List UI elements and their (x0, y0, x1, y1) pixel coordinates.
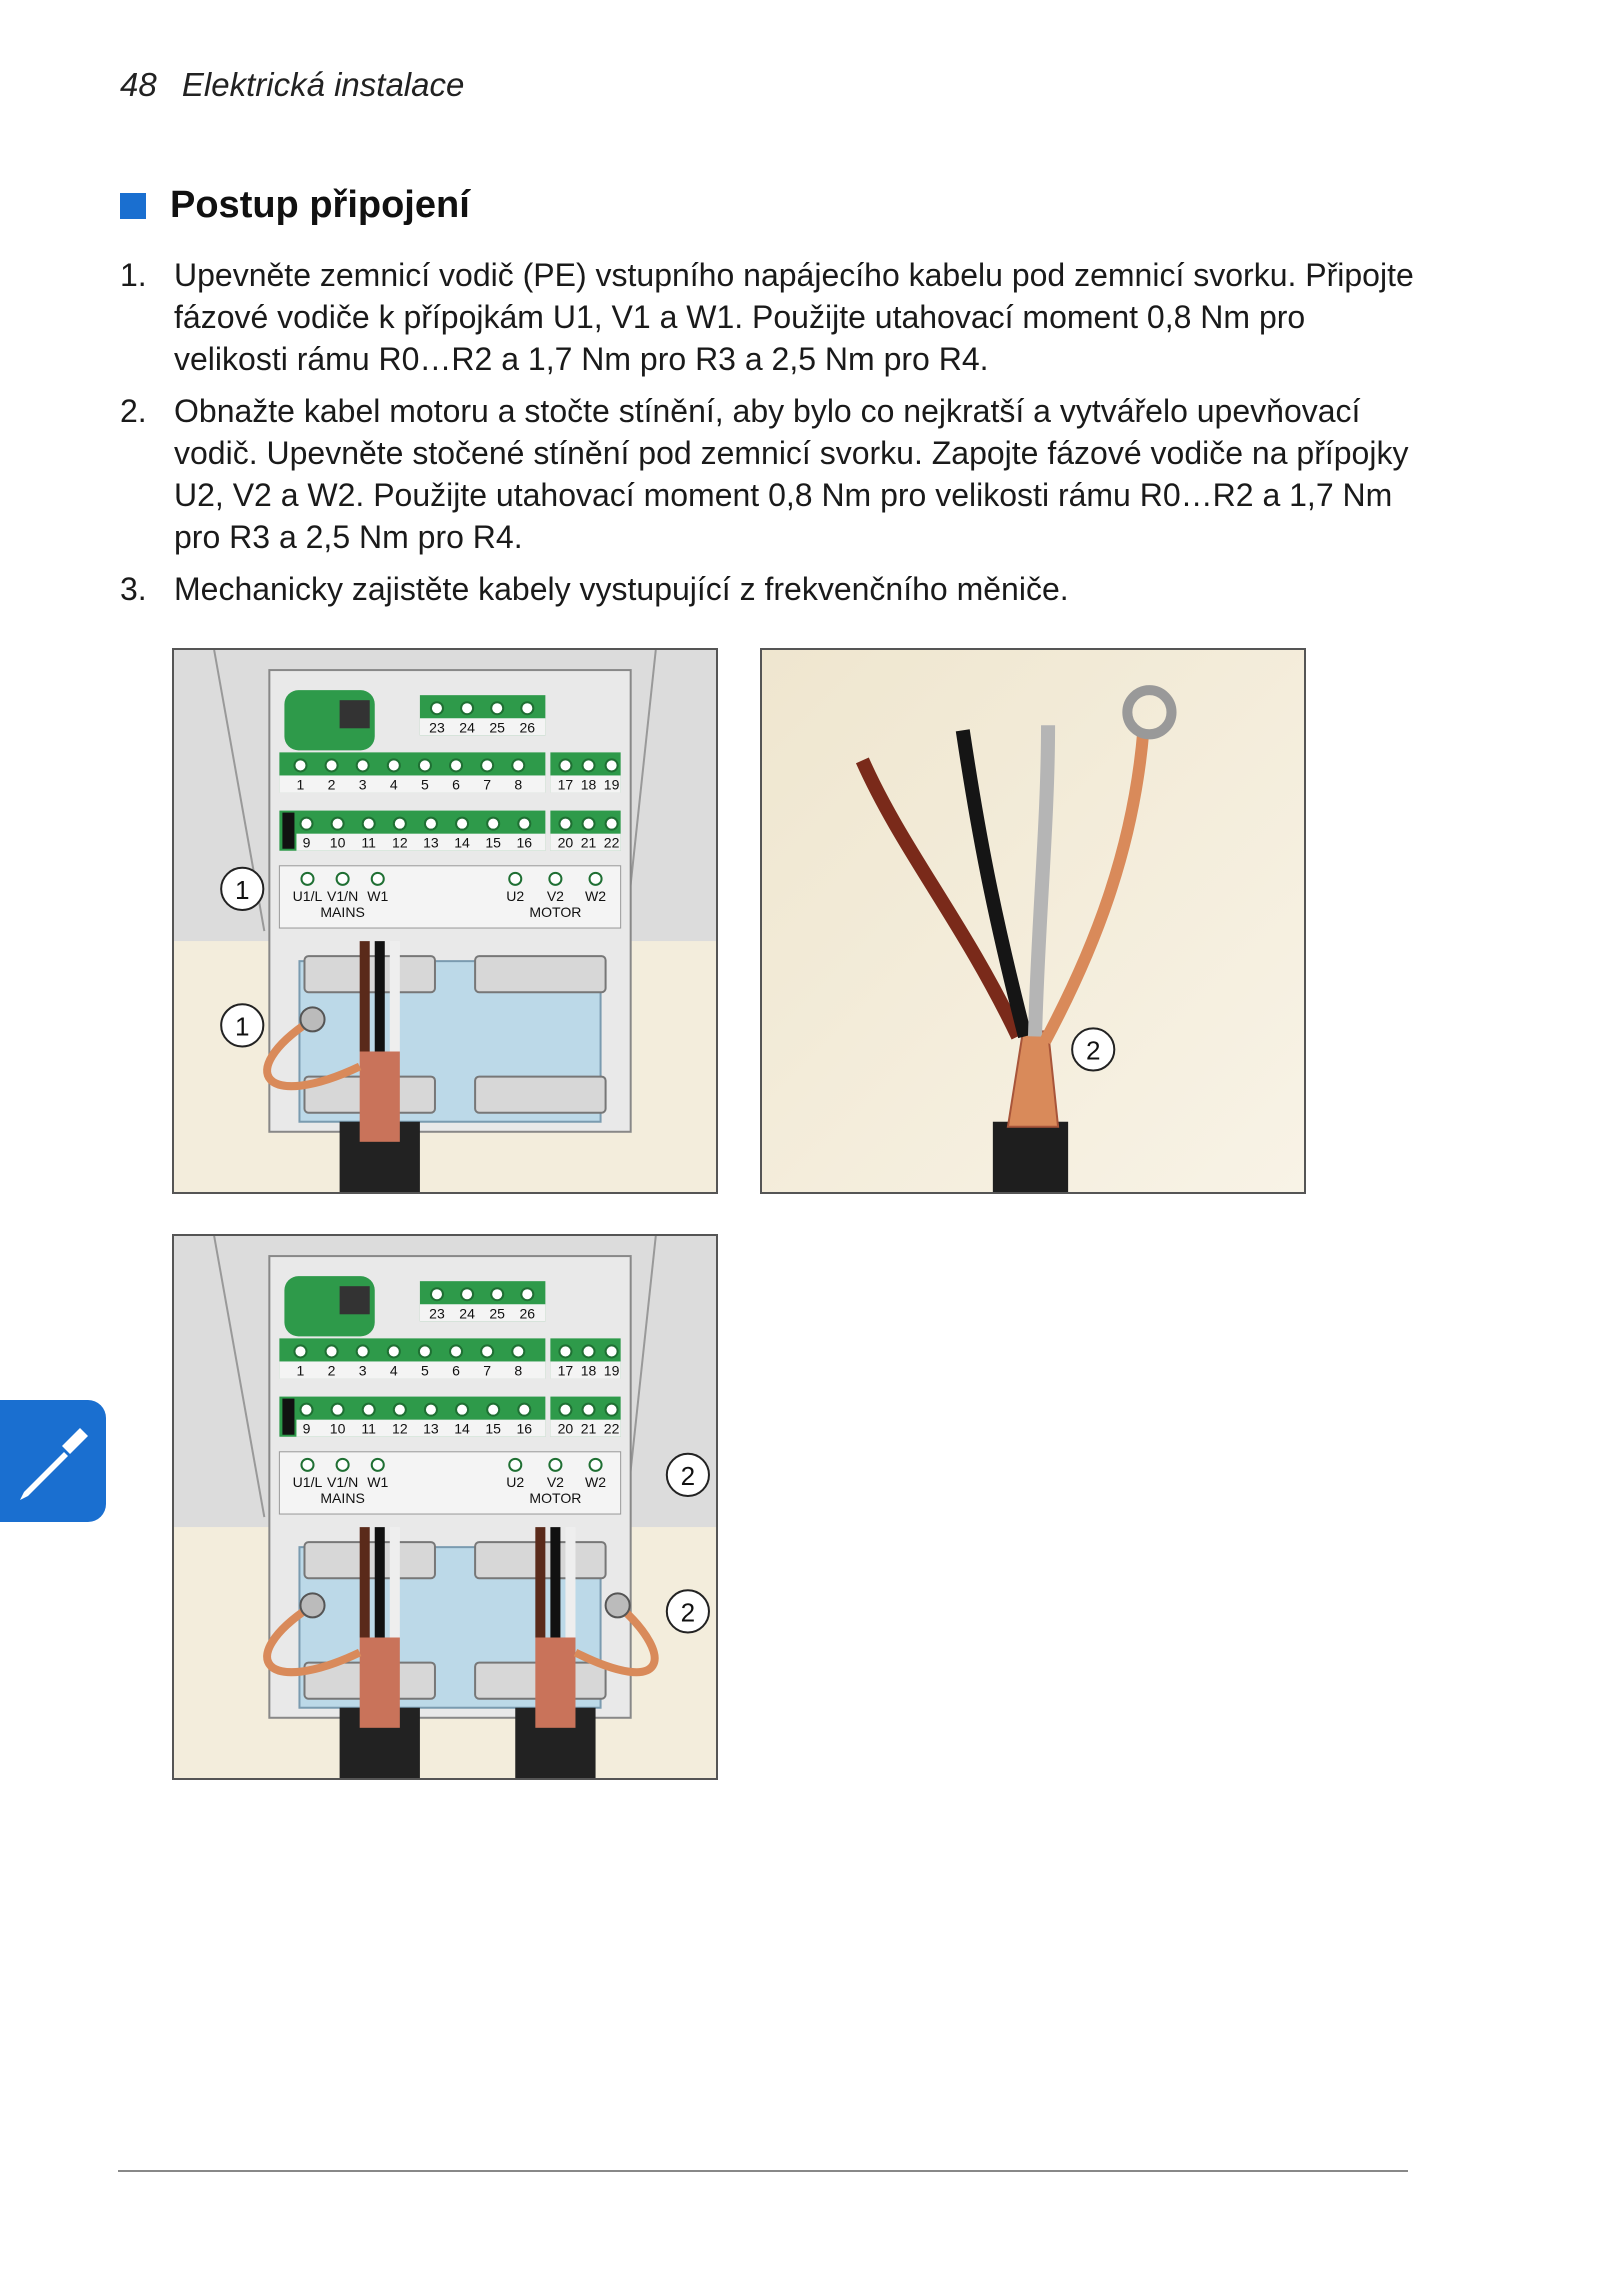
terminal-label: V1/N (327, 887, 359, 904)
terminal-screw-icon (431, 1288, 443, 1300)
terminal-screw-icon (521, 702, 533, 714)
terminal-label: 24 (459, 1305, 475, 1322)
terminal-screw-icon (357, 1345, 369, 1357)
terminal-screw-icon (487, 1404, 499, 1416)
drive-illustration-motor (174, 1236, 716, 1778)
section-heading (120, 184, 470, 227)
page-number: 48 (120, 66, 157, 103)
terminal-label: 25 (489, 719, 506, 736)
terminal-label: 21 (580, 834, 597, 851)
step-text: Mechanicky zajistěte kabely vystupující z frekvenčního měniče. (174, 571, 1069, 607)
terminal-label: 22 (603, 1420, 620, 1437)
terminal-screw-icon (606, 1345, 618, 1357)
terminal-screw-icon (431, 702, 443, 714)
terminal-label: 19 (603, 776, 620, 793)
terminal-screw-icon (425, 818, 437, 830)
terminal-screw-icon (388, 1345, 400, 1357)
terminal-screw-icon (549, 1459, 561, 1471)
terminal-screw-icon (606, 759, 618, 771)
terminal-label: 2 (327, 1362, 336, 1379)
figure-motor-cable (760, 648, 1306, 1194)
terminal-label: 12 (392, 834, 408, 851)
terminal-label: 16 (516, 1420, 533, 1437)
list-item (120, 390, 1420, 558)
terminal-label: 5 (421, 1362, 429, 1379)
terminal-screw-icon (301, 873, 313, 885)
terminal-label: V2 (546, 1473, 565, 1490)
terminal-label: 13 (423, 834, 439, 851)
terminal-screw-icon (337, 873, 349, 885)
terminal-screw-icon (425, 1404, 437, 1416)
step-number: 2. (120, 393, 147, 429)
terminal-label: 9 (302, 834, 311, 851)
terminal-label: 10 (329, 834, 346, 851)
terminal-screw-icon (559, 759, 571, 771)
screwdriver-icon (0, 1400, 106, 1522)
motor-label: MOTOR (529, 1489, 582, 1506)
terminal-screw-icon (509, 873, 521, 885)
terminal-screw-icon (491, 1288, 503, 1300)
section-title: Postup připojení (170, 184, 470, 226)
terminal-screw-icon (606, 1404, 618, 1416)
terminal-screw-icon (419, 759, 431, 771)
terminal-screw-icon (300, 1404, 312, 1416)
terminal-label: V1/N (327, 1473, 359, 1490)
terminal-label: 12 (392, 1420, 408, 1437)
terminal-label: 4 (389, 776, 398, 793)
terminal-label: U1/L (292, 1473, 323, 1490)
terminal-screw-icon (337, 1459, 349, 1471)
terminal-label: 21 (580, 1420, 597, 1437)
terminal-screw-icon (372, 873, 384, 885)
footer-divider (118, 2170, 1408, 2172)
terminal-screw-icon (332, 1404, 344, 1416)
terminal-label: U2 (506, 887, 525, 904)
terminal-label: 16 (516, 834, 533, 851)
terminal-screw-icon (357, 759, 369, 771)
terminal-label: 13 (423, 1420, 439, 1437)
terminal-label: 26 (519, 719, 536, 736)
terminal-screw-icon (419, 1345, 431, 1357)
terminal-screw-icon (521, 1288, 533, 1300)
terminal-label: U1/L (292, 887, 323, 904)
terminal-screw-icon (512, 759, 524, 771)
square-bullet-icon (120, 193, 146, 219)
terminal-label: U2 (506, 1473, 525, 1490)
step-number: 3. (120, 571, 147, 607)
terminal-screw-icon (461, 702, 473, 714)
terminal-screw-icon (450, 759, 462, 771)
terminal-label: 7 (483, 1362, 492, 1379)
terminal-label: 24 (459, 719, 475, 736)
step-list (120, 254, 1420, 620)
figure-motor-connection (172, 1234, 718, 1780)
terminal-screw-icon (509, 1459, 521, 1471)
step-text: Upevněte zemnicí vodič (PE) vstupního napájecího kabelu pod zemnicí svorku. Připojte fázové vodiče k přípojkám U1, V1 a W1. Použijte utahovací moment 0,8 Nm pro velikosti rámu R0…R2 a 1,7 Nm pro R3 a 2,5 Nm pro R4. (174, 257, 1414, 377)
terminal-screw-icon (590, 873, 602, 885)
terminal-label: 8 (514, 776, 523, 793)
terminal-label: 15 (485, 834, 501, 851)
chapter-side-tab (0, 1400, 106, 1522)
terminal-screw-icon (332, 818, 344, 830)
terminal-screw-icon (456, 818, 468, 830)
callout-label: 2 (680, 1597, 696, 1628)
terminal-label: 6 (452, 1362, 460, 1379)
terminal-screw-icon (326, 1345, 338, 1357)
terminal-label: W2 (585, 887, 607, 904)
terminal-label: 14 (454, 834, 470, 851)
terminal-screw-icon (549, 873, 561, 885)
terminal-label: 25 (489, 1305, 506, 1322)
terminal-label: 17 (557, 776, 574, 793)
terminal-screw-icon (481, 759, 493, 771)
terminal-label: 26 (519, 1305, 536, 1322)
terminal-screw-icon (294, 1345, 306, 1357)
terminal-label: 20 (557, 1420, 574, 1437)
terminal-label: 15 (485, 1420, 501, 1437)
figure-mains-connection (172, 648, 718, 1194)
terminal-screw-icon (512, 1345, 524, 1357)
terminal-screw-icon (481, 1345, 493, 1357)
callout-label: 1 (234, 874, 250, 905)
terminal-screw-icon (583, 818, 595, 830)
terminal-screw-icon (606, 818, 618, 830)
terminal-screw-icon (363, 818, 375, 830)
page-header (120, 66, 464, 104)
terminal-screw-icon (450, 1345, 462, 1357)
terminal-screw-icon (301, 1459, 313, 1471)
terminal-screw-icon (388, 759, 400, 771)
terminal-label: 11 (361, 834, 377, 851)
terminal-label: V2 (546, 887, 565, 904)
terminal-label: 14 (454, 1420, 470, 1437)
terminal-label: W1 (367, 887, 389, 904)
terminal-screw-icon (583, 1404, 595, 1416)
mains-label: MAINS (320, 903, 365, 920)
terminal-screw-icon (487, 818, 499, 830)
terminal-label: 22 (603, 834, 620, 851)
terminal-screw-icon (326, 759, 338, 771)
terminal-label: 1 (296, 776, 305, 793)
terminal-screw-icon (363, 1404, 375, 1416)
motor-cable-illustration (762, 650, 1304, 1192)
step-number: 1. (120, 257, 147, 293)
terminal-screw-icon (590, 1459, 602, 1471)
terminal-screw-icon (559, 1345, 571, 1357)
terminal-label: 9 (302, 1420, 311, 1437)
terminal-label: 2 (327, 776, 336, 793)
terminal-label: 19 (603, 1362, 620, 1379)
terminal-screw-icon (372, 1459, 384, 1471)
terminal-screw-icon (518, 1404, 530, 1416)
step-text: Obnažte kabel motoru a stočte stínění, aby bylo co nejkratší a vytvářelo upevňovací vodič. Upevněte stočené stínění pod zemnicí svorku. Zapojte fázové vodiče na přípojky U2, V2 a W2. Použijte utahovací moment 0,8 Nm pro velikosti rámu R0…R2 a 1,7 Nm pro R3 a 2,5 Nm pro R4. (174, 393, 1409, 555)
terminal-screw-icon (294, 759, 306, 771)
terminal-label: 7 (483, 776, 492, 793)
callout-label: 2 (1085, 1035, 1101, 1066)
terminal-label: 3 (358, 1362, 367, 1379)
list-item (120, 254, 1420, 380)
terminal-label: 20 (557, 834, 574, 851)
terminal-screw-icon (300, 818, 312, 830)
terminal-screw-icon (518, 818, 530, 830)
terminal-screw-icon (394, 1404, 406, 1416)
terminal-label: W1 (367, 1473, 389, 1490)
terminal-label: 18 (580, 1362, 597, 1379)
terminal-label: 4 (389, 1362, 398, 1379)
terminal-label: 11 (361, 1420, 377, 1437)
terminal-screw-icon (461, 1288, 473, 1300)
terminal-label: 8 (514, 1362, 523, 1379)
terminal-screw-icon (583, 1345, 595, 1357)
drive-illustration-mains (174, 650, 716, 1192)
terminal-label: 23 (429, 719, 445, 736)
terminal-label: 5 (421, 776, 429, 793)
terminal-label: 17 (557, 1362, 574, 1379)
terminal-label: 3 (358, 776, 367, 793)
terminal-label: 6 (452, 776, 460, 793)
list-item (120, 568, 1420, 610)
motor-label: MOTOR (529, 903, 582, 920)
callout-label: 1 (234, 1011, 250, 1042)
callout-label: 2 (680, 1460, 696, 1491)
terminal-screw-icon (456, 1404, 468, 1416)
terminal-label: W2 (585, 1473, 607, 1490)
mains-label: MAINS (320, 1489, 365, 1506)
terminal-label: 1 (296, 1362, 305, 1379)
terminal-label: 18 (580, 776, 597, 793)
terminal-screw-icon (559, 1404, 571, 1416)
terminal-screw-icon (394, 818, 406, 830)
terminal-screw-icon (583, 759, 595, 771)
terminal-screw-icon (559, 818, 571, 830)
terminal-label: 23 (429, 1305, 445, 1322)
terminal-label: 10 (329, 1420, 346, 1437)
chapter-title: Elektrická instalace (181, 66, 465, 103)
terminal-screw-icon (491, 702, 503, 714)
